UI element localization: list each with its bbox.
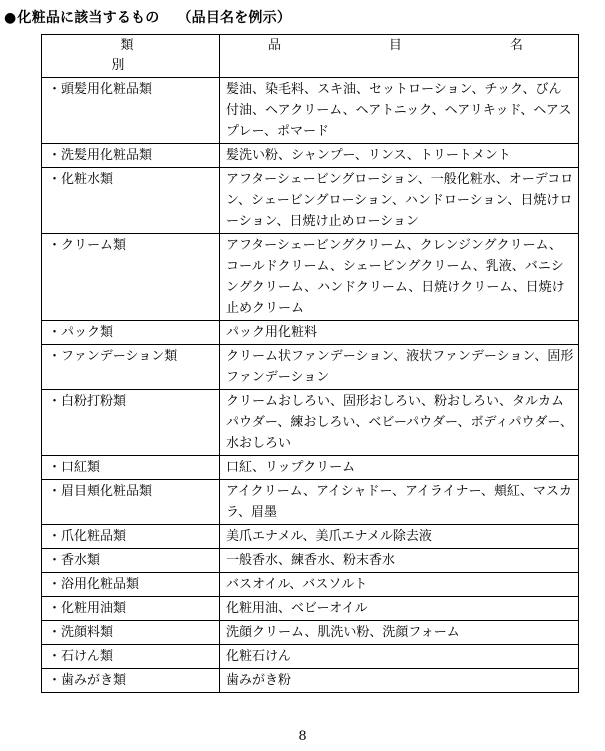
heading-subtitle: （品目名を例示） xyxy=(177,10,292,26)
table-row xyxy=(42,321,579,345)
table-row xyxy=(42,525,579,549)
items-cell: アフターシェービングローション、一般化粧水、オーデコロン、シェービングローション、ハンドローション、日焼けローション、日焼け止めローション xyxy=(220,168,579,234)
category-cell: ・クリーム類 xyxy=(42,234,220,321)
category-cell: ・石けん類 xyxy=(42,645,220,669)
table-row xyxy=(42,597,579,621)
items-cell: アフターシェービングクリーム、クレンジングクリーム、コールドクリーム、シェービングクリーム、乳液、バニシングクリーム、ハンドクリーム、日焼けクリーム、日焼け止めクリーム xyxy=(220,234,579,321)
table-row xyxy=(42,234,579,321)
table-header-row xyxy=(42,35,579,78)
category-cell: ・爪化粧品類 xyxy=(42,525,220,549)
category-cell: ・洗顔料類 xyxy=(42,621,220,645)
category-cell: ・口紅類 xyxy=(42,456,220,480)
table-row xyxy=(42,621,579,645)
table-row xyxy=(42,480,579,525)
items-cell: 美爪エナメル、美爪エナメル除去液 xyxy=(220,525,579,549)
header-items: 品 目 名 xyxy=(220,35,579,78)
table-row xyxy=(42,345,579,390)
items-cell: 口紅、リップクリーム xyxy=(220,456,579,480)
category-cell: ・洗髪用化粧品類 xyxy=(42,144,220,168)
category-cell: ・白粉打粉類 xyxy=(42,390,220,456)
items-cell: クリーム状ファンデーション、液状ファンデーション、固形ファンデーション xyxy=(220,345,579,390)
table-row xyxy=(42,573,579,597)
cosmetics-table xyxy=(41,34,579,693)
items-cell: アイクリーム、アイシャドー、アイライナー、頬紅、マスカラ、眉墨 xyxy=(220,480,579,525)
table-row xyxy=(42,168,579,234)
items-cell: 化粧用油、ベビーオイル xyxy=(220,597,579,621)
table-row xyxy=(42,645,579,669)
table-row xyxy=(42,456,579,480)
items-cell: 洗顔クリーム、肌洗い粉、洗顔フォーム xyxy=(220,621,579,645)
items-cell: 歯みがき粉 xyxy=(220,669,579,693)
table-row xyxy=(42,669,579,693)
table-body xyxy=(42,78,579,693)
items-cell: クリームおしろい、固形おしろい、粉おしろい、タルカムパウダー、練おしろい、ベビーパウダー、ボディパウダー、水おしろい xyxy=(220,390,579,456)
table-row xyxy=(42,549,579,573)
category-cell: ・ファンデーション類 xyxy=(42,345,220,390)
table-row xyxy=(42,390,579,456)
category-cell: ・パック類 xyxy=(42,321,220,345)
category-cell: ・化粧水類 xyxy=(42,168,220,234)
heading-title: 化粧品に該当するもの xyxy=(17,10,160,26)
category-cell: ・眉目頬化粧品類 xyxy=(42,480,220,525)
items-cell: バスオイル、バスソルト xyxy=(220,573,579,597)
bullet-icon: ● xyxy=(4,10,17,26)
page-number: 8 xyxy=(298,729,307,744)
category-cell: ・香水類 xyxy=(42,549,220,573)
header-category: 類 別 xyxy=(42,35,220,78)
items-cell: 一般香水、練香水、粉末香水 xyxy=(220,549,579,573)
items-cell: 髪洗い粉、シャンプー、リンス、トリートメント xyxy=(220,144,579,168)
category-cell: ・歯みがき類 xyxy=(42,669,220,693)
items-cell: 髪油、染毛料、スキ油、セットローション、チック、びん付油、ヘアクリーム、ヘアトニック、ヘアリキッド、ヘアスプレー、ポマード xyxy=(220,78,579,144)
items-cell: パック用化粧料 xyxy=(220,321,579,345)
section-heading xyxy=(4,7,291,27)
items-cell: 化粧石けん xyxy=(220,645,579,669)
category-cell: ・浴用化粧品類 xyxy=(42,573,220,597)
table-row xyxy=(42,78,579,144)
category-cell: ・頭髪用化粧品類 xyxy=(42,78,220,144)
category-cell: ・化粧用油類 xyxy=(42,597,220,621)
table-row xyxy=(42,144,579,168)
